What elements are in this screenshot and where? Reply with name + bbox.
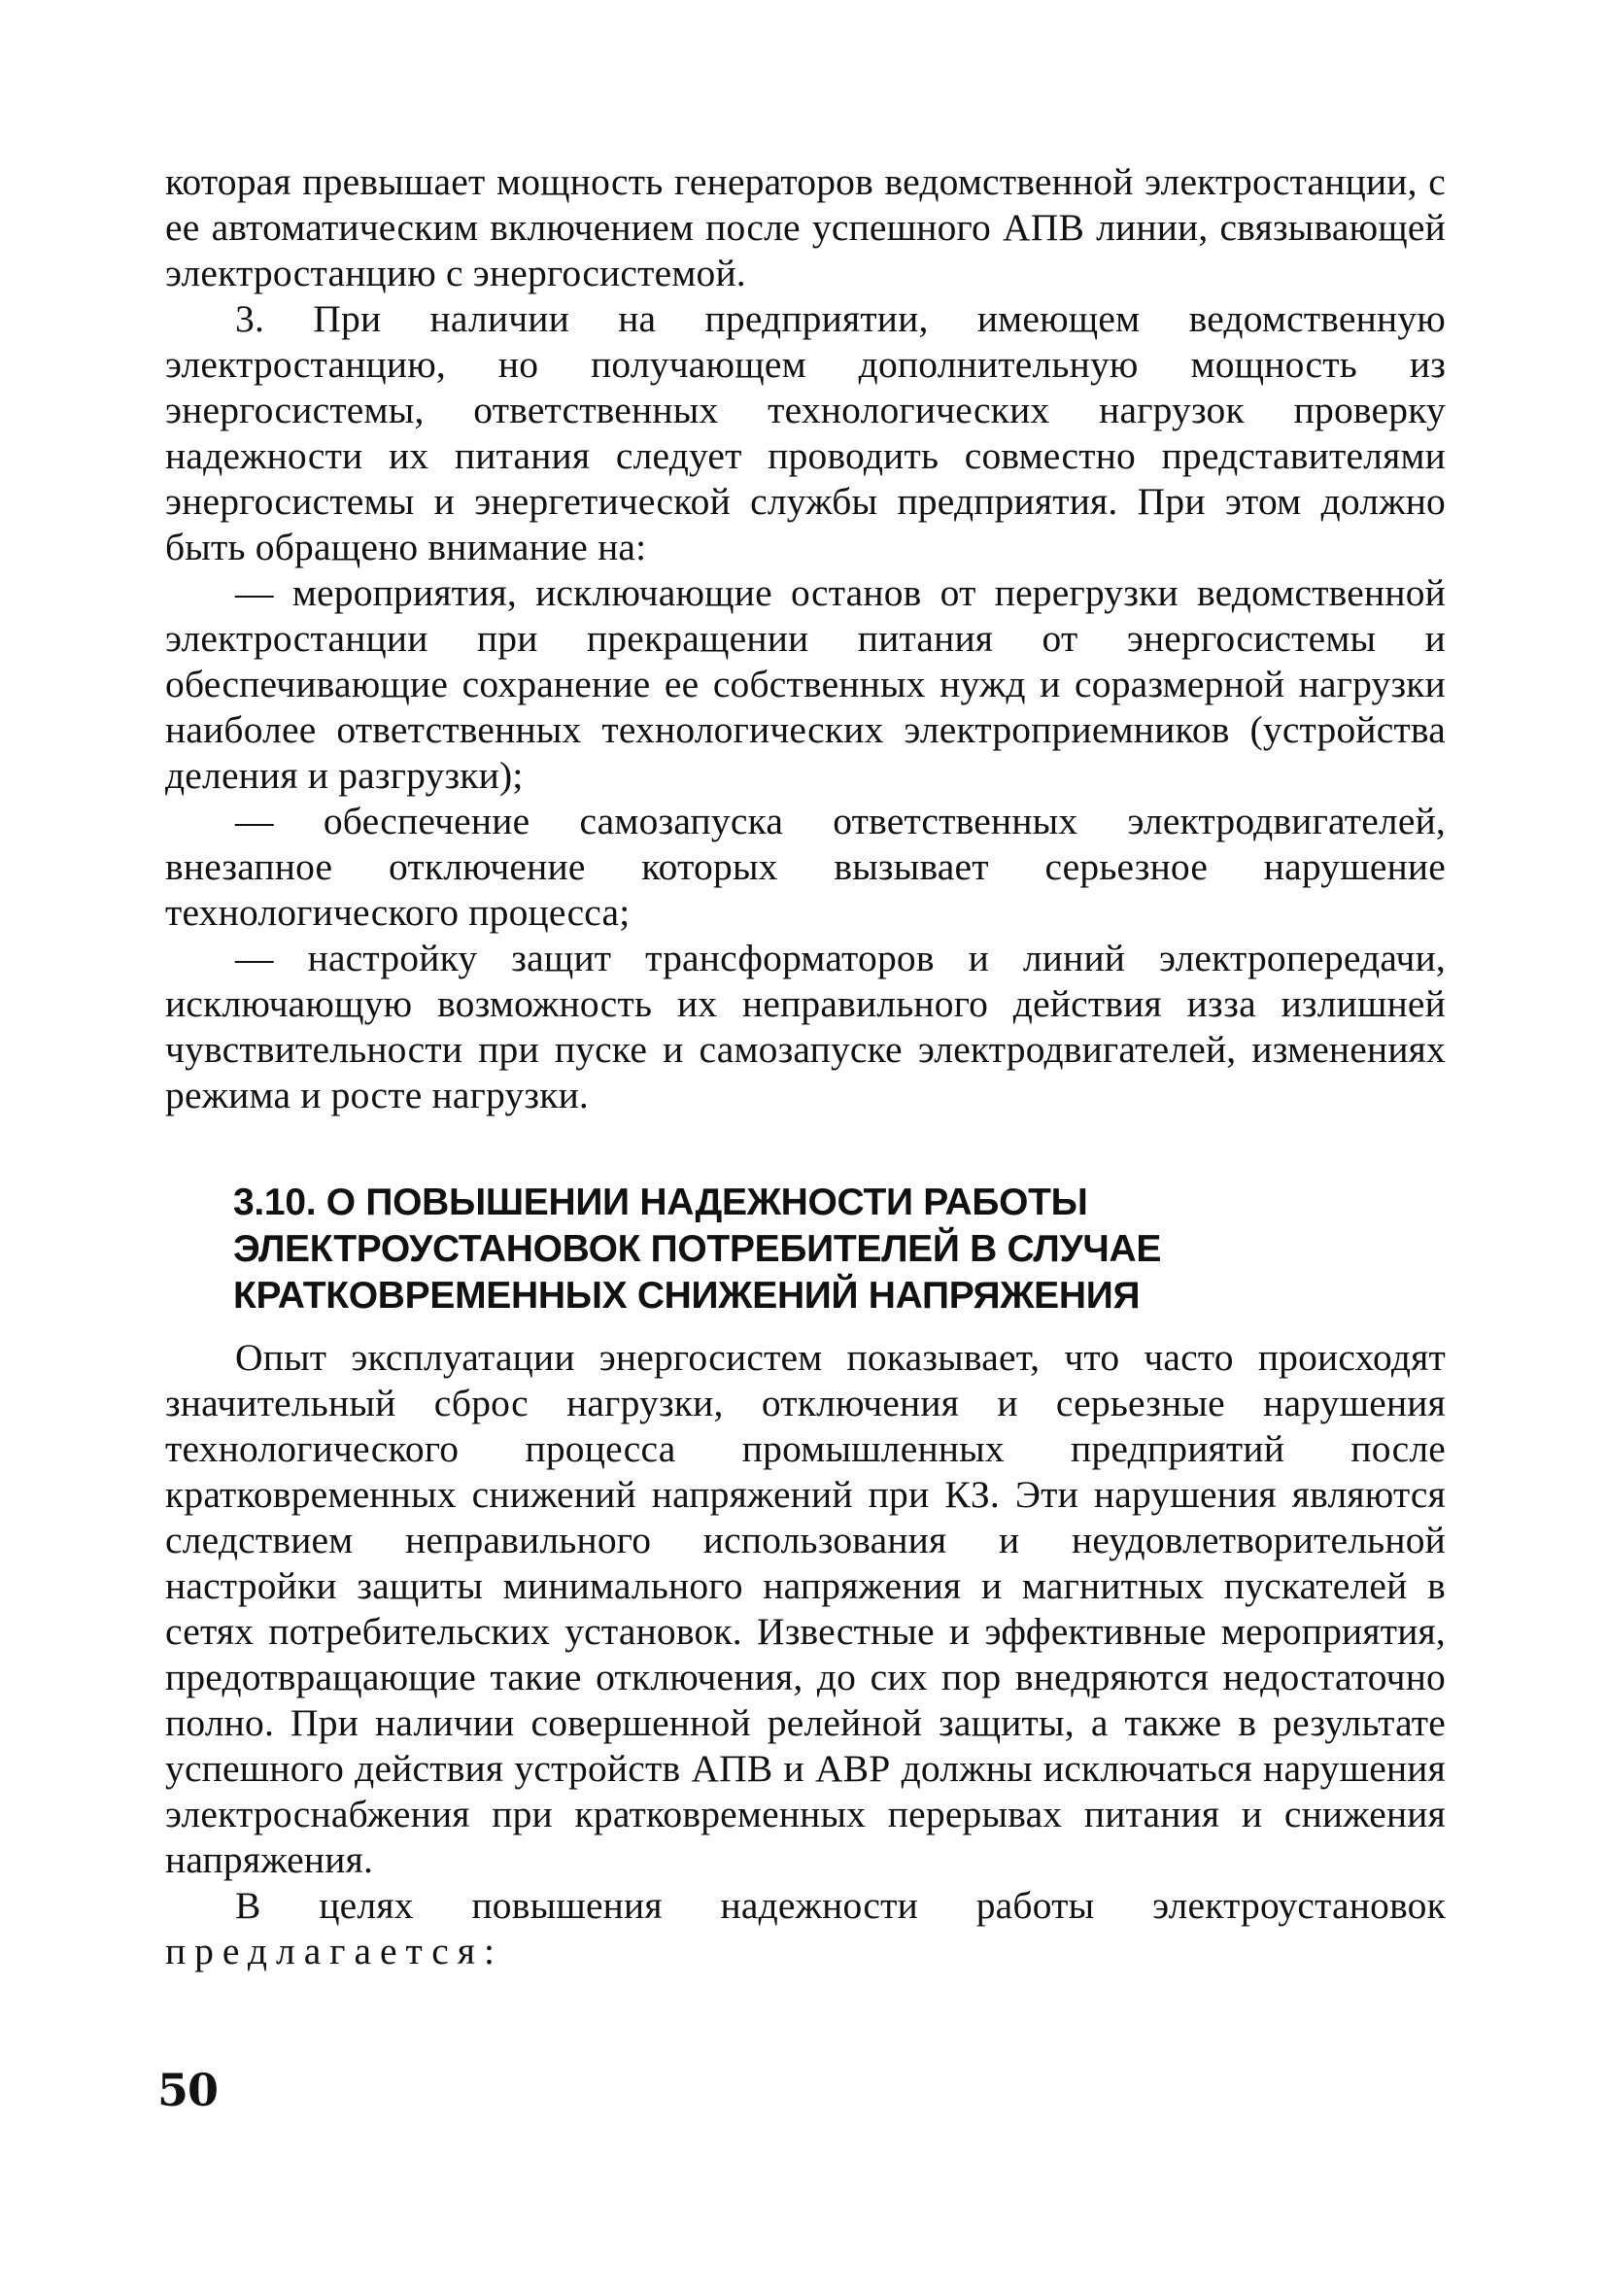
top-text-block bbox=[165, 159, 1446, 1118]
section-heading-line: ЭЛЕКТРОУСТАНОВОК ПОТРЕБИТЕЛЕЙ В СЛУЧАЕ bbox=[233, 1228, 1162, 1270]
section-paragraph-2 bbox=[165, 1883, 1446, 1974]
continuation-paragraph: которая превышает мощность генераторов ведомственной электростанции, с ее автоматическим включением после успешного АПВ линии, связывающей электростанцию с энергосистемой. bbox=[165, 160, 1446, 294]
section-heading-line: КРАТКОВРЕМЕННЫХ СНИЖЕНИЙ НАПРЯЖЕНИЯ bbox=[233, 1275, 1141, 1317]
paragraph-2-text: В целях повышения надежности работы электроустановок bbox=[235, 1884, 1446, 1927]
section-heading bbox=[233, 1180, 1399, 1319]
page-number: 50 bbox=[157, 2064, 219, 2116]
list-item: — мероприятия, исключающие останов от перегрузки ведомственной электростанции при прекращении питания от энергосистемы и обеспечивающие сохранение ее собственных нужд и соразмерной нагрузки наиболее ответственных технологических электроприемников (устройства деления и разгрузки); bbox=[165, 571, 1446, 797]
section-body bbox=[165, 1335, 1446, 1974]
section-heading-line: 3.10. О ПОВЫШЕНИИ НАДЕЖНОСТИ РАБОТЫ bbox=[233, 1182, 1088, 1223]
list-item: — обеспечение самозапуска ответственных электродвигателей, внезапное отключение которых вызывает серьезное нарушение технологического процесса; bbox=[165, 800, 1446, 934]
point-3-paragraph: 3. При наличии на предприятии, имеющем ведомственную электростанцию, но получающем дополнительную мощность из энергосистемы, ответственных технологических нагрузок проверку надежности их питания следует проводить совместно представителями энергосистемы и энергетической службы предприятия. При этом должно быть обращено внимание на: bbox=[165, 297, 1446, 568]
spaced-word: предлагается: bbox=[165, 1930, 503, 1972]
list-item: — настройку защит трансформаторов и линий электропередачи, исключающую возможность их неправильного действия изза излишней чувствительности при пуске и самозапуске электродвигателей, изменениях режима и росте нагрузки. bbox=[165, 937, 1446, 1116]
section-paragraph-1: Опыт эксплуатации энергосистем показывает, что часто происходят значительный сброс нагрузки, отключения и серьезные нарушения технологического процесса промышленных предприятий после кратковременных снижений напряжений при КЗ. Эти нарушения являются следствием неправильного использования и неудовлетворительной настройки защиты минимального напряжения и магнитных пускателей в сетях потребительских установок. Известные и эффективные мероприятия, предотвращающие такие отключения, до сих пор внедряются недостаточно полно. При наличии совершенной релейной защиты, а также в результате успешного действия устройств АПВ и АВР должны исключаться нарушения электроснабжения при кратковременных перерывах питания и снижения напряжения. bbox=[165, 1336, 1446, 1881]
